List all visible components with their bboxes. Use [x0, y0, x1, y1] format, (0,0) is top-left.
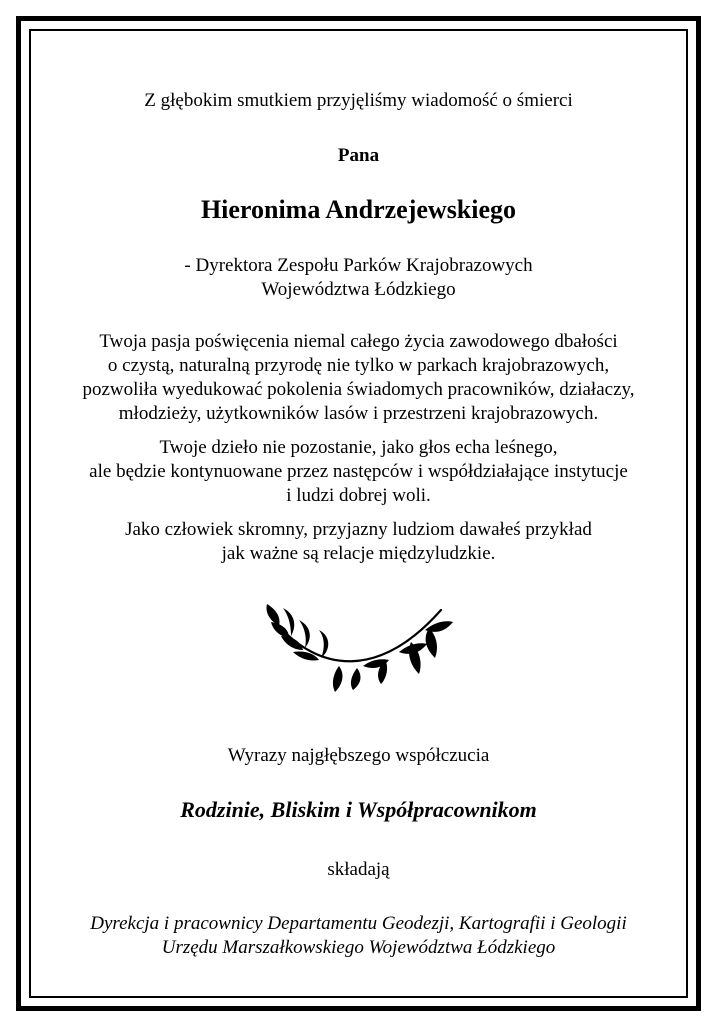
signature-line: Dyrekcja i pracownicy Departamentu Geodezji, Kartografii i Geologii: [90, 913, 627, 934]
role-line: Województwa Łódzkiego: [261, 279, 456, 300]
role-block: [31, 254, 686, 302]
recipients: Rodzinie, Bliskim i Współpracownikom: [180, 797, 537, 822]
deceased-name: Hieronima Andrzejewskiego: [200, 195, 517, 224]
paragraph-line: ale będzie kontynuowane przez następców i współdziałające instytucje: [89, 461, 628, 482]
paragraph-line: o czystą, naturalną przyrodę nie tylko w parkach krajobrazowych,: [107, 355, 610, 376]
paragraph-line: i ludzi dobrej woli.: [286, 485, 431, 506]
paragraph-line: Twoja pasja poświęcenia niemal całego życia zawodowego dbałości: [99, 331, 618, 352]
role-line: - Dyrektora Zespołu Parków Krajobrazowych: [184, 255, 533, 276]
obituary-notice: [31, 31, 686, 960]
paragraph-legacy: [31, 436, 686, 508]
paragraph-tribute: [31, 330, 686, 426]
leaf-branch-icon: [31, 602, 686, 692]
intro-text: Z głębokim smutkiem przyjęliśmy wiadomość o śmierci: [144, 90, 573, 111]
paragraph-line: Jako człowiek skromny, przyjazny ludziom dawałeś przykład: [125, 519, 592, 540]
paragraph-line: młodzieży, użytkowników lasów i przestrzeni krajobrazowych.: [118, 403, 599, 424]
paragraph-line: pozwoliła wyedukować pokolenia świadomych pracowników, działaczy,: [82, 379, 635, 400]
paragraph-character: [31, 518, 686, 566]
signature-block: [31, 912, 686, 960]
honorific: Pana: [337, 145, 380, 166]
paragraph-line: jak ważne są relacje międzyludzkie.: [221, 543, 496, 564]
condolence-text: Wyrazy najgłębszego współczucia: [227, 745, 490, 766]
offered-by: składają: [327, 859, 390, 880]
signature-line: Urzędu Marszałkowskiego Województwa Łódzkiego: [161, 937, 556, 958]
paragraph-line: Twoje dzieło nie pozostanie, jako głos echa leśnego,: [159, 437, 558, 458]
